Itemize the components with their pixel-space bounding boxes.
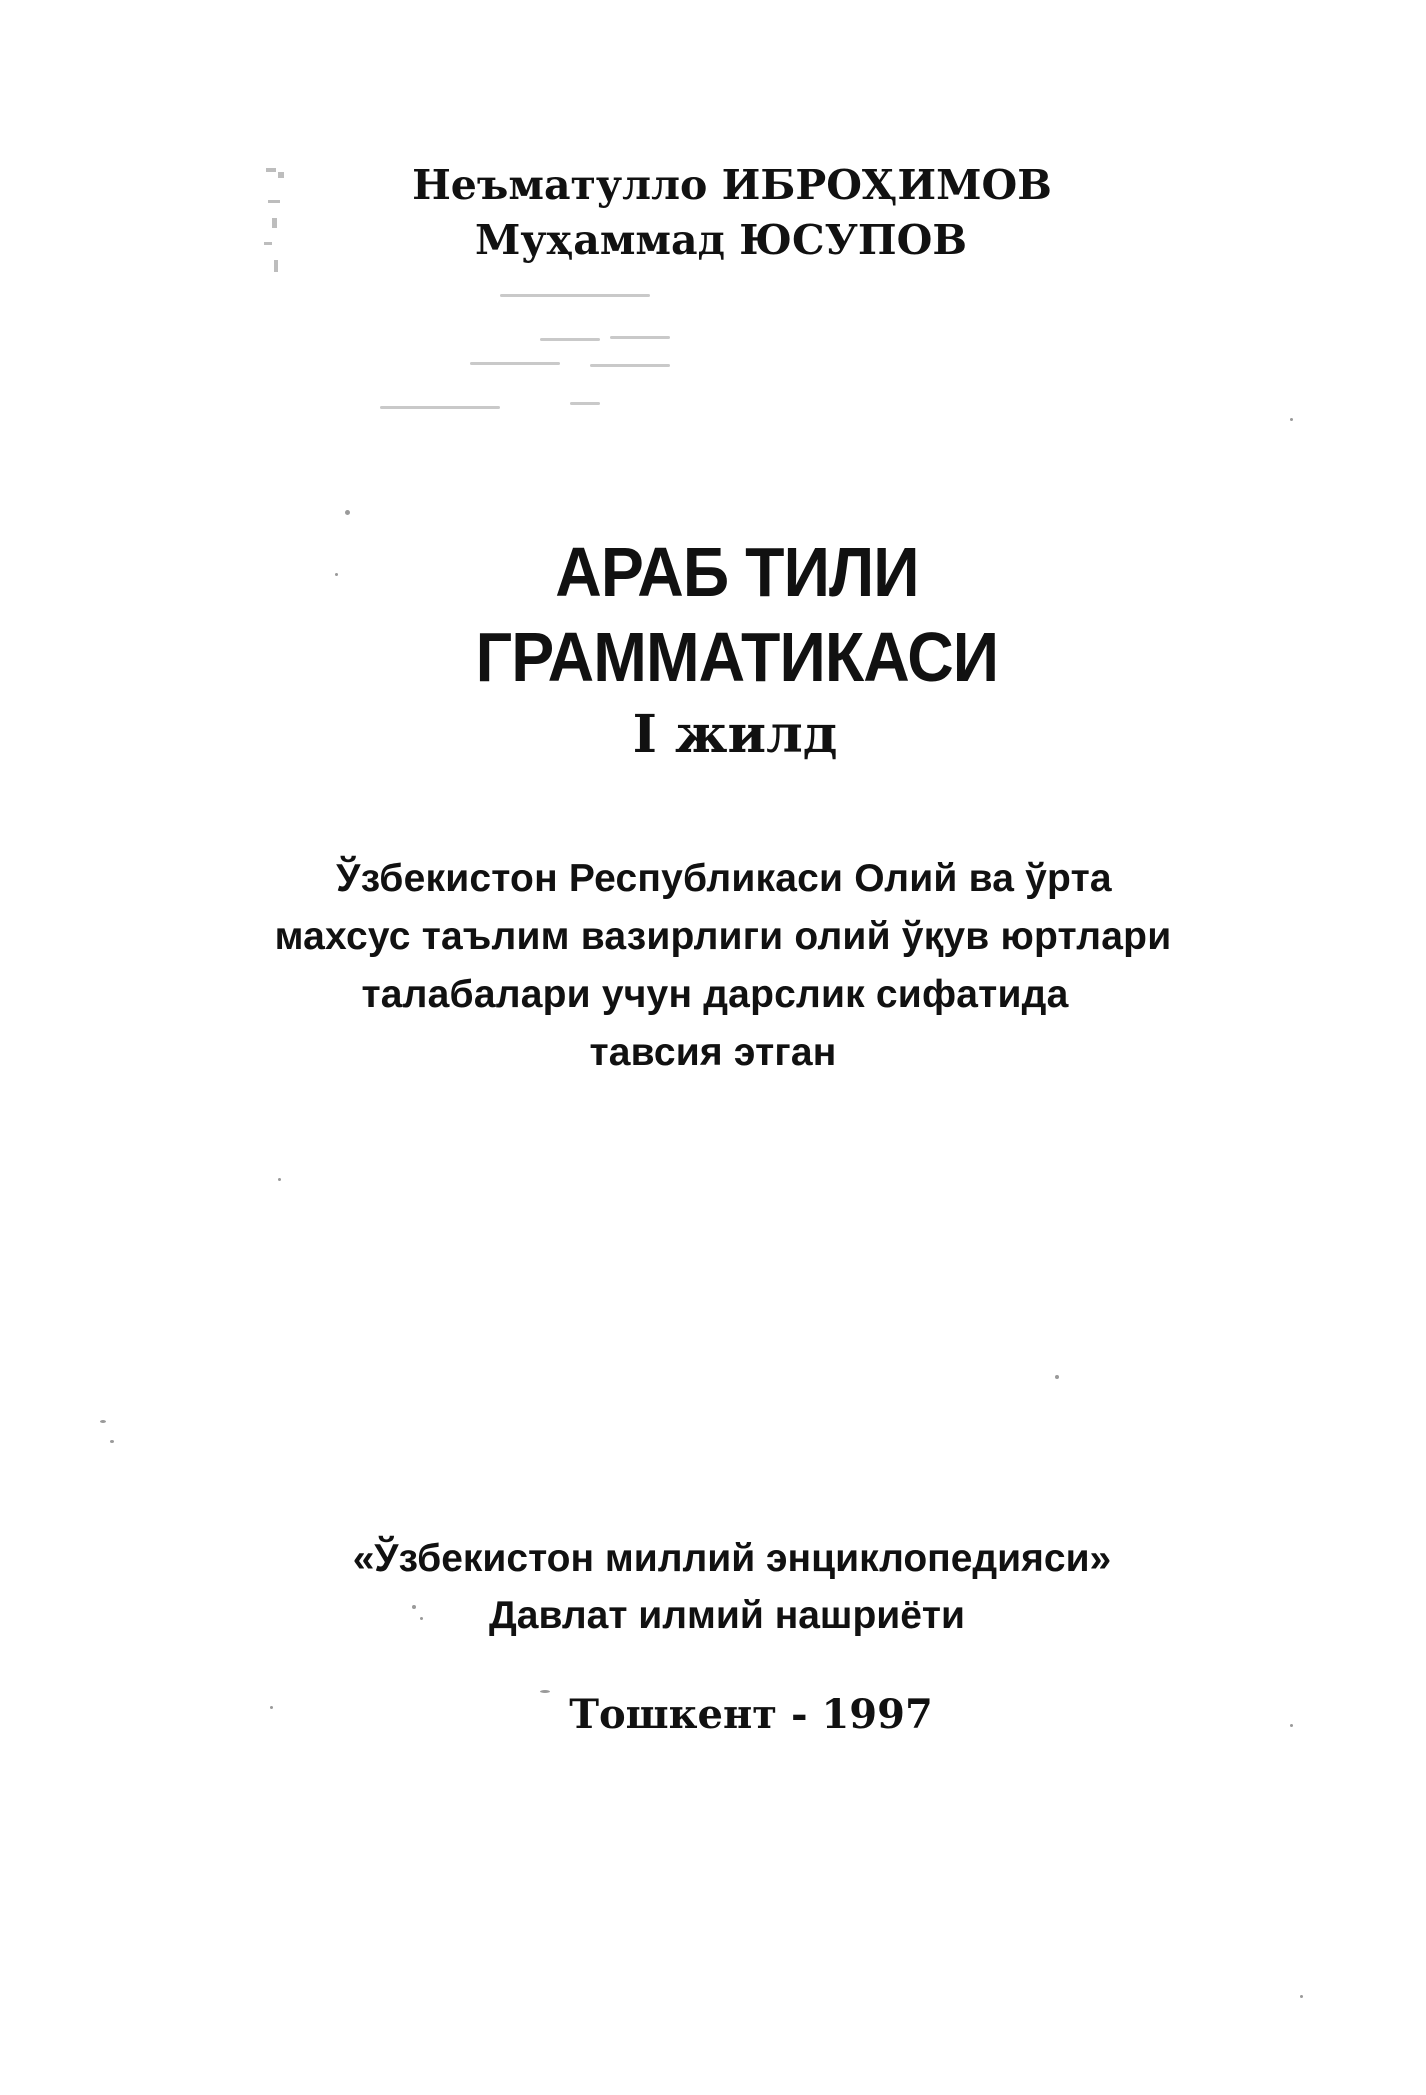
faded-library-stamp [350, 290, 710, 420]
imprint-city-year: Тошкент - 1997 [569, 1691, 933, 1738]
approval-line-1: Ўзбекистон Республикаси Олий ва ўрта [336, 857, 1112, 900]
author-2: Муҳаммад ЮСУПОВ [475, 216, 967, 264]
scan-speck [110, 1440, 114, 1443]
author-1: Неъматулло ИБРОҲИМОВ [412, 161, 1052, 209]
title-line-2: ГРАММАТИКАСИ [475, 618, 999, 696]
scan-speck [100, 1420, 106, 1423]
approval-line-3: талабалари учун дарслик сифатида [361, 973, 1069, 1016]
scan-speck [345, 510, 350, 515]
authors-block [0, 158, 1426, 268]
volume-label: I жилд [632, 704, 838, 765]
approval-line-2: махсус таълим вазирлиги олий ўқув юртлари [274, 915, 1172, 958]
scan-speck [1300, 1995, 1303, 1998]
publisher-block [0, 1530, 1426, 1644]
scan-speck [1290, 418, 1293, 421]
book-title [57, 530, 1369, 700]
publisher-name: «Ўзбекистон миллий энциклопедияси» [352, 1537, 1112, 1580]
approval-statement [0, 850, 1426, 1082]
scan-speck [1055, 1375, 1059, 1379]
publisher-house: Давлат илмий нашриёти [488, 1594, 966, 1637]
title-line-1: АРАБ ТИЛИ [555, 533, 919, 611]
approval-line-4: тавсия этган [589, 1031, 837, 1074]
scan-speck [278, 1178, 281, 1181]
